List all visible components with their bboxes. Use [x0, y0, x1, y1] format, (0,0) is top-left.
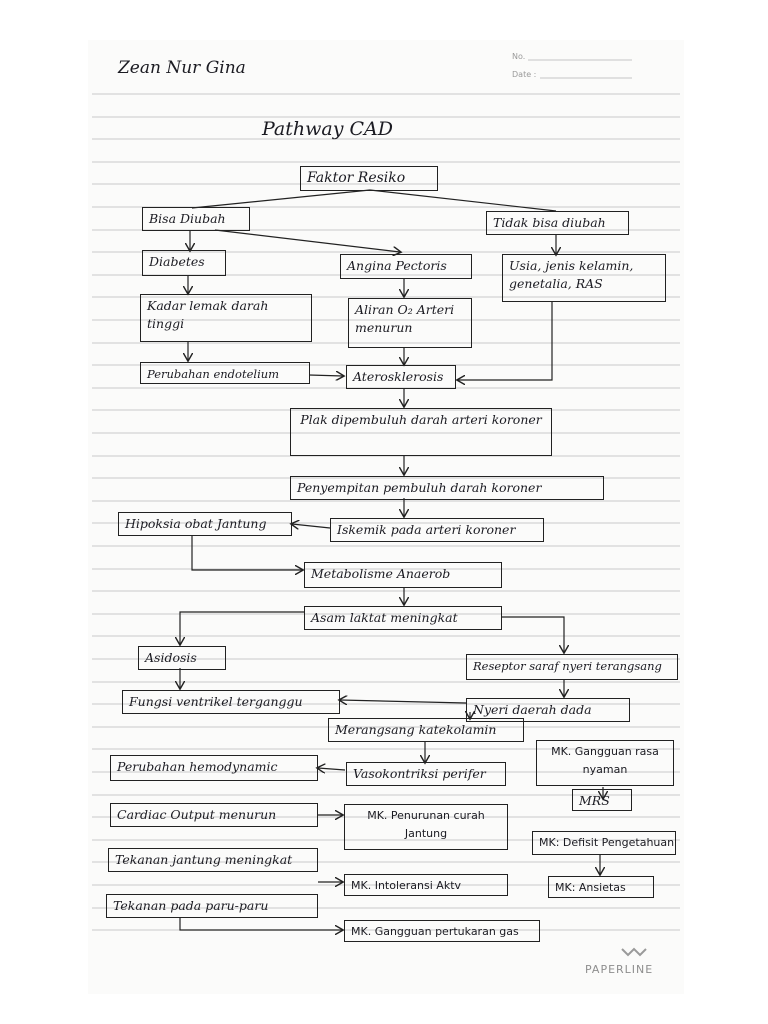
node-mk-ansietas: MK: Ansietas [548, 876, 654, 898]
node-mk-penurunan-curah: MK. Penurunan curah Jantung [344, 804, 508, 850]
brand-name: PAPERLINE [585, 963, 654, 976]
node-kadar-lemak: Kadar lemak darah tinggi [140, 294, 312, 342]
node-mk-gangguan-rasa: MK. Gangguan rasa nyaman [536, 740, 674, 786]
no-label: No. [512, 52, 526, 61]
node-mk-intoleransi: MK. Intoleransi Aktv [344, 874, 508, 896]
edge-bisa-angina [215, 230, 400, 252]
node-mk-defisit: MK: Defisit Pengetahuan [532, 831, 676, 855]
node-asidosis: Asidosis [138, 646, 226, 670]
node-tekanan-jantung: Tekanan jantung meningkat [108, 848, 318, 872]
edge-faktor-bisa [192, 190, 370, 208]
edge-vaso-hemodynamic [318, 768, 345, 770]
node-bisa-diubah: Bisa Diubah [142, 207, 250, 231]
node-merangsang: Merangsang katekolamin [328, 718, 524, 742]
edge-asam-reseptor [502, 617, 564, 652]
node-diabetes: Diabetes [142, 250, 226, 276]
node-angina-pectoris: Angina Pectoris [340, 254, 472, 279]
edge-faktor-tidak [370, 190, 556, 211]
node-hipoksia: Hipoksia obat Jantung [118, 512, 292, 536]
node-tidak-bisa-diubah: Tidak bisa diubah [486, 211, 629, 235]
edge-hipoksia-metabolisme [192, 536, 302, 570]
node-metabolisme: Metabolisme Anaerob [304, 562, 502, 588]
edge-endotelium-atero [309, 375, 343, 376]
node-asam-laktat: Asam laktat meningkat [304, 606, 502, 630]
node-perubahan-hemodynamic: Perubahan hemodynamic [110, 755, 318, 781]
node-mrs: MRS [572, 789, 632, 811]
edge-asam-asidosis [180, 612, 304, 644]
node-aliran-o2: Aliran O₂ Arteri menurun [348, 298, 472, 348]
page-title: Pathway CAD [262, 118, 393, 140]
node-nyeri-dada: Nyeri daerah dada [466, 698, 630, 722]
edge-nyeri-fungsi [340, 700, 466, 703]
node-usia: Usia, jenis kelamin, genetalia, RAS [502, 254, 666, 302]
node-plak: Plak dipembuluh darah arteri koroner [290, 408, 552, 456]
author-name: Zean Nur Gina [118, 58, 246, 78]
node-iskemik: Iskemik pada arteri koroner [330, 518, 544, 542]
edge-paru-gas [180, 918, 342, 930]
node-tekanan-paru: Tekanan pada paru-paru [106, 894, 318, 918]
edge-iskemik-hipoksia [292, 524, 330, 528]
node-cardiac-output: Cardiac Output menurun [110, 803, 318, 827]
node-reseptor: Reseptor saraf nyeri terangsang [466, 654, 678, 680]
paperline-logo-icon [620, 947, 650, 961]
edge-usia-atero [458, 302, 552, 380]
node-faktor-resiko: Faktor Resiko [300, 166, 438, 191]
node-penyempitan: Penyempitan pembuluh darah koroner [290, 476, 604, 500]
node-vasokontriksi: Vasokontriksi perifer [346, 762, 506, 786]
node-aterosklerosis: Aterosklerosis [346, 365, 456, 389]
node-fungsi-ventrikel: Fungsi ventrikel terganggu [122, 690, 340, 714]
node-mk-gangguan-gas: MK. Gangguan pertukaran gas [344, 920, 540, 942]
date-label: Date : [512, 70, 537, 79]
node-perubahan-endotelium: Perubahan endotelium [140, 362, 310, 384]
